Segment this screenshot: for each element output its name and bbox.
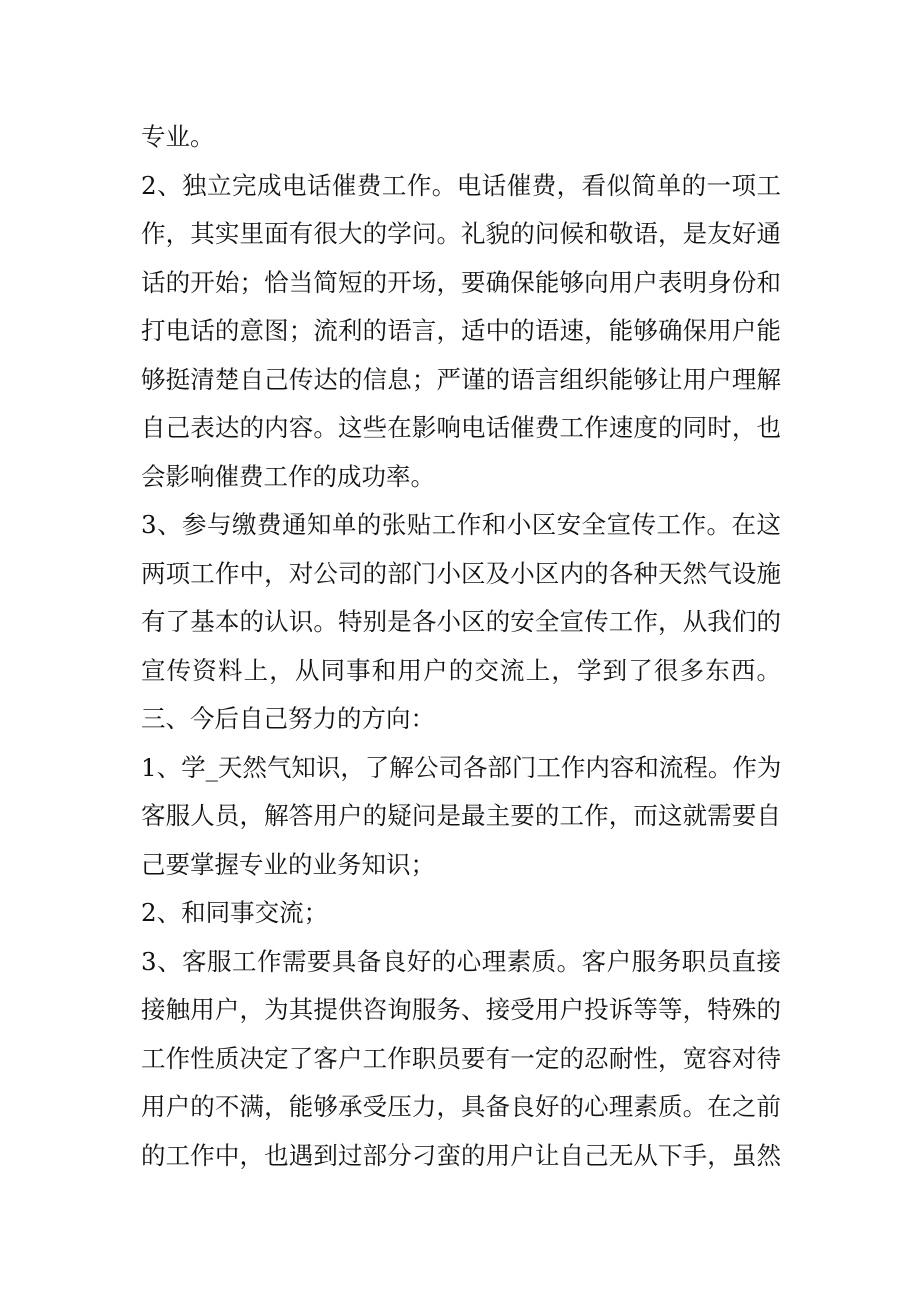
text-line-10: 两项工作中，对公司的部门小区及小区内的各种天然气设施 bbox=[141, 559, 781, 588]
text-line-17: 2、和同事交流； bbox=[141, 898, 329, 927]
text-line-8: 会影响催费工作的成功率。 bbox=[141, 462, 435, 491]
text-line-12: 宣传资料上，从同事和用户的交流上，学到了很多东西。 bbox=[141, 656, 781, 685]
text-line-18: 3、客服工作需要具备良好的心理素质。客户服务职员直接 bbox=[141, 947, 781, 976]
text-line-3: 作，其实里面有很大的学问。礼貌的问候和敬语，是友好通 bbox=[141, 219, 781, 248]
text-line-2: 2、独立完成电话催费工作。电话催费，看似简单的一项工 bbox=[141, 171, 781, 200]
text-line-15: 客服人员，解答用户的疑问是最主要的工作，而这就需要自 bbox=[141, 801, 781, 830]
text-line-21: 用户的不满，能够承受压力，具备良好的心理素质。在之前 bbox=[141, 1092, 781, 1121]
text-line-14: 1、学_天然气知识，了解公司各部门工作内容和流程。作为 bbox=[141, 753, 781, 782]
text-line-16: 己要掌握专业的业务知识； bbox=[141, 850, 435, 879]
text-line-11: 有了基本的认识。特别是各小区的安全宣传工作，从我们的 bbox=[141, 607, 781, 636]
text-line-22: 的工作中，也遇到过部分刁蛮的用户让自己无从下手，虽然 bbox=[141, 1141, 781, 1170]
text-line-9: 3、参与缴费通知单的张贴工作和小区安全宣传工作。在这 bbox=[141, 510, 781, 539]
text-line-1: 专业。 bbox=[141, 122, 215, 151]
text-line-20: 工作性质决定了客户工作职员要有一定的忍耐性，宽容对待 bbox=[141, 1044, 781, 1073]
text-line-19: 接触用户，为其提供咨询服务、接受用户投诉等等，特殊的 bbox=[141, 995, 781, 1024]
text-line-4: 话的开始；恰当简短的开场，要确保能够向用户表明身份和 bbox=[141, 268, 781, 297]
text-line-13: 三、今后自己努力的方向： bbox=[141, 704, 435, 733]
text-line-5: 打电话的意图；流利的语言，适中的语速，能够确保用户能 bbox=[141, 316, 781, 345]
text-line-6: 够挺清楚自己传达的信息；严谨的语言组织能够让用户理解 bbox=[141, 365, 781, 394]
text-line-7: 自己表达的内容。这些在影响电话催费工作速度的同时，也 bbox=[141, 413, 781, 442]
